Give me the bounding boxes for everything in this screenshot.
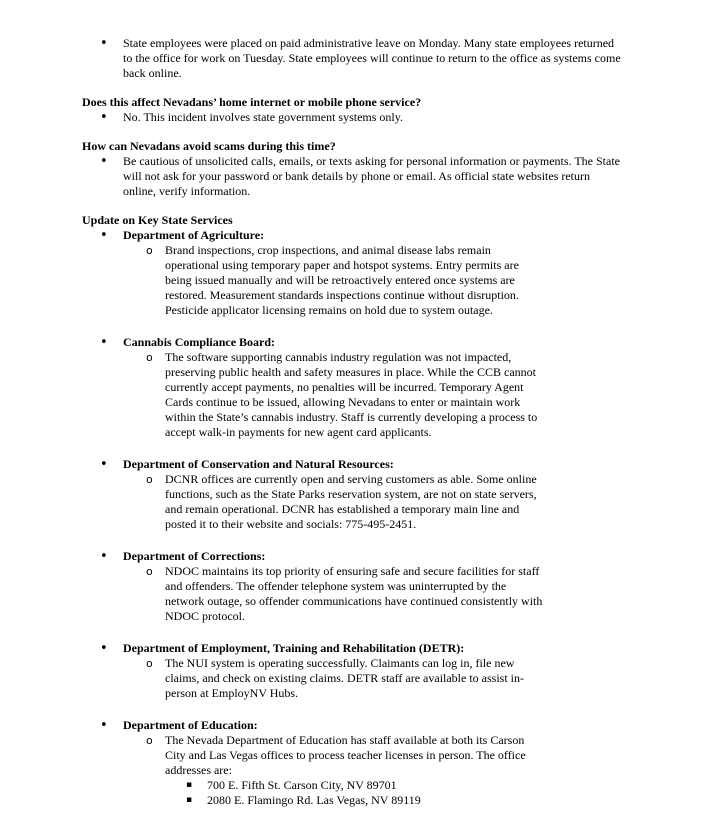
- circle-marker: o: [146, 565, 153, 578]
- bullet-marker: •: [100, 549, 108, 564]
- bullet-marker: •: [100, 110, 108, 125]
- faq-question-scams: How can Nevadans avoid scams during this time?: [82, 139, 336, 153]
- faq-answer-item: [0, 154, 707, 199]
- agency-corrections: [0, 549, 707, 624]
- intro-section: [0, 36, 707, 81]
- agency-conservation: [0, 457, 707, 532]
- square-marker: ▪: [186, 780, 193, 790]
- circle-marker: o: [146, 657, 153, 670]
- bullet-marker: •: [100, 641, 108, 656]
- faq-answer-item: [0, 110, 707, 125]
- agency-detail-text: Brand inspections, crop inspections, and animal disease labs remain operational using temporary paper and hotspot systems. Entry permits are being issued manually and will be retroactively entered once systems are restored. Measurement standards inspections continue without disruption. Pesticide applicator licensing remains on hold due to system outage.: [165, 243, 519, 317]
- agency-detr: [0, 641, 707, 701]
- circle-marker: o: [146, 473, 153, 486]
- agency-list: [0, 228, 707, 808]
- agency-detail-item: [0, 656, 625, 701]
- bullet-marker: •: [100, 228, 108, 243]
- agency-detail-item: [0, 243, 625, 318]
- bullet-marker: •: [100, 36, 108, 51]
- key-services-section: [0, 213, 707, 808]
- office-address-text: 2080 E. Flamingo Rd. Las Vegas, NV 89119: [207, 793, 421, 807]
- intro-bullet-item: [0, 36, 707, 81]
- faq-answer-text: Be cautious of unsolicited calls, emails, or texts asking for personal information or payments. The State will not ask for your password or bank details by phone or email. As official state websites return online, verify information.: [123, 154, 620, 198]
- office-address-text: 700 E. Fifth St. Carson City, NV 89701: [207, 778, 397, 792]
- faq-internet-section: [0, 95, 707, 125]
- circle-marker: o: [146, 734, 153, 747]
- agency-education: [0, 718, 707, 808]
- agency-details: [0, 350, 625, 440]
- agency-detail-item: [0, 564, 625, 624]
- circle-marker: o: [146, 244, 153, 257]
- agency-detail-item: [0, 733, 625, 808]
- agency-detail-text: DCNR offices are currently open and serving customers as able. Some online functions, such as the State Parks reservation system, are not on state servers, and remain operational. DCNR has established a temporary main line and posted it to their website and socials: 775-495-2451.: [165, 472, 537, 531]
- agency-detail-text: NDOC maintains its top priority of ensuring safe and secure facilities for staff and offenders. The offender telephone system was uninterrupted by the network outage, so offender communications have continued consistently with NDOC protocol.: [165, 564, 543, 623]
- agency-name: Department of Agriculture:: [123, 228, 265, 242]
- bullet-marker: •: [100, 154, 108, 169]
- bullet-marker: •: [100, 457, 108, 472]
- agency-details: [0, 243, 625, 318]
- faq-answer-list: [0, 154, 707, 199]
- office-address-item: [0, 778, 543, 793]
- faq-answer-text: No. This incident involves state government systems only.: [123, 110, 403, 124]
- agency-detail-item: [0, 472, 625, 532]
- faq-scams-section: [0, 139, 707, 199]
- square-marker: ▪: [186, 795, 193, 805]
- bullet-marker: •: [100, 335, 108, 350]
- intro-list: [0, 36, 707, 81]
- agency-details: [0, 656, 625, 701]
- agency-name: Department of Conservation and Natural Resources:: [123, 457, 394, 471]
- agency-detail-text: The NUI system is operating successfully. Claimants can log in, file new claims, and check on existing claims. DETR staff are available to assist in-person at EmployNV Hubs.: [165, 656, 525, 700]
- agency-detail-text: The Nevada Department of Education has staff available at both its Carson City and Las Vegas offices to process teacher licenses in person. The office addresses are:: [165, 733, 526, 777]
- intro-text: State employees were placed on paid administrative leave on Monday. Many state employees returned to the office for work on Tuesday. State employees will continue to return to the office as systems come back online.: [123, 36, 621, 80]
- agency-cannabis: [0, 335, 707, 440]
- agency-name: Department of Employment, Training and Rehabilitation (DETR):: [123, 641, 465, 655]
- office-address-list: [0, 778, 543, 808]
- faq-answer-list: [0, 110, 707, 125]
- faq-question-internet: Does this affect Nevadans’ home internet or mobile phone service?: [82, 95, 422, 109]
- agency-detail-text: The software supporting cannabis industry regulation was not impacted, preserving public health and safety measures in place. While the CCB cannot currently accept payments, no penalties will be incurred. Temporary Agent Cards continue to be issued, allowing Nevadans to enter or maintain work within the State’s cannabis industry. Staff is currently developing a process to accept walk-in payments for new agent card applicants.: [165, 350, 538, 439]
- agency-details: [0, 733, 625, 808]
- agency-name: Cannabis Compliance Board:: [123, 335, 276, 349]
- office-address-item: [0, 793, 543, 808]
- agency-details: [0, 472, 625, 532]
- circle-marker: o: [146, 351, 153, 364]
- bullet-marker: •: [100, 718, 108, 733]
- agency-detail-item: [0, 350, 625, 440]
- agency-name: Department of Corrections:: [123, 549, 266, 563]
- section-heading: Update on Key State Services: [82, 213, 233, 227]
- agency-name: Department of Education:: [123, 718, 258, 732]
- agency-agriculture: [0, 228, 707, 318]
- agency-details: [0, 564, 625, 624]
